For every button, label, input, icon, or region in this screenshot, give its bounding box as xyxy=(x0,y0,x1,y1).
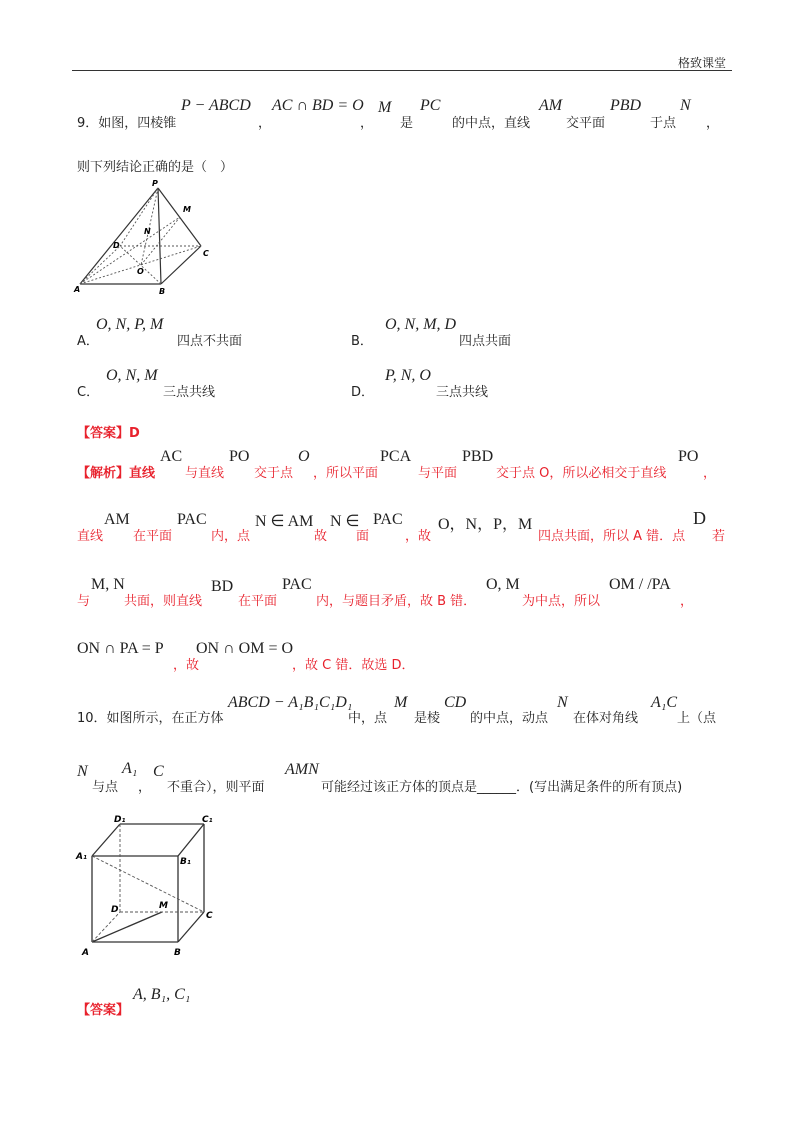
analysis-text: 为中点，所以 xyxy=(522,594,601,609)
analysis-text: 交于点 xyxy=(254,466,294,481)
q9-var-M: M xyxy=(378,99,392,116)
q10-var-N: N xyxy=(77,763,88,780)
q9-comma: ， xyxy=(258,116,272,131)
analysis-text: 交于点 O，所以必相交于直线 xyxy=(496,466,667,481)
analysis-text: 与直线 xyxy=(185,466,225,481)
analysis-text: ，故 C 错．故选 D． xyxy=(292,658,415,673)
analysis-math: PAC xyxy=(373,511,403,528)
q9-number: 9．如图，四棱锥 xyxy=(77,116,177,131)
q9-var-PBD: PBD xyxy=(610,97,642,114)
q9-option-B-letter: B． xyxy=(351,334,373,349)
q10-var-C: C xyxy=(153,763,164,780)
q10-answer-math: A, B₁, C₁ xyxy=(133,986,191,1003)
q9-option-A-text: 四点不共面 xyxy=(177,334,243,349)
analysis-math: BD xyxy=(211,578,234,595)
q10-text: 是棱 xyxy=(414,711,441,726)
q9-expr-intersection: AC ∩ BD = O xyxy=(272,97,364,114)
analysis-math: O xyxy=(298,448,310,465)
q9-fig-label-M: M xyxy=(183,205,191,214)
q10-fig-label-C1: C₁ xyxy=(202,815,213,825)
q10-var-A1: A₁ xyxy=(122,760,138,777)
q9-var-PC: PC xyxy=(420,97,441,114)
q10-fig-label-C: C xyxy=(206,911,213,921)
analysis-math: PO xyxy=(229,448,250,465)
q9-option-B-text: 四点共面 xyxy=(459,334,512,349)
analysis-text: ，故 xyxy=(173,658,200,673)
analysis-text: 四点共面，所以 A 错．点 xyxy=(538,529,686,544)
q10-var-AMN: AMN xyxy=(285,761,319,778)
analysis-math: D xyxy=(693,508,706,528)
q10-var-N: N xyxy=(557,694,568,711)
analysis-text: 直线 xyxy=(77,529,104,544)
q10-text: 中，点 xyxy=(348,711,388,726)
analysis-math: PO xyxy=(678,448,699,465)
analysis-text: 内，与题目矛盾，故 B 错． xyxy=(316,594,477,609)
analysis-math: O, M xyxy=(486,576,520,593)
analysis-text: 内，点 xyxy=(211,529,251,544)
header-rule xyxy=(72,70,732,71)
analysis-text: 面 xyxy=(356,529,370,544)
q9-fig-label-A: A xyxy=(74,285,81,294)
q10-var-M: M xyxy=(394,694,408,711)
q9-pyramid-figure xyxy=(70,178,220,296)
analysis-text: 【解析】直线 xyxy=(77,466,156,481)
q10-text: 上（点 xyxy=(677,711,717,726)
q9-text: 于点 xyxy=(650,116,677,131)
q9-option-A-letter: A． xyxy=(77,334,99,349)
q10-text: 可能经过该正方体的顶点是______．(写出满足条件的所有顶点) xyxy=(321,780,683,795)
analysis-text: ，故 xyxy=(405,529,432,544)
analysis-text: ，所以平面 xyxy=(313,466,379,481)
q10-text: 与点 xyxy=(92,780,119,795)
analysis-math: N ∈ xyxy=(330,513,360,530)
q10-fig-label-A: A xyxy=(82,948,89,958)
q9-fig-label-P: P xyxy=(152,179,158,188)
q9-option-D-text: 三点共线 xyxy=(436,385,489,400)
q9-option-D-letter: D． xyxy=(351,385,375,400)
q10-text: 的中点，动点 xyxy=(470,711,549,726)
q9-fig-label-N: N xyxy=(144,227,151,236)
q9-comma: ， xyxy=(360,116,374,131)
q9-fig-label-C: C xyxy=(203,249,209,258)
analysis-math: O，N，P，M xyxy=(438,516,533,533)
q10-text: 不重合），则平面 xyxy=(167,780,265,795)
analysis-text: 在平面 xyxy=(133,529,173,544)
analysis-math: AC xyxy=(160,448,183,465)
q10-fig-label-B: B xyxy=(174,948,181,958)
q10-number: 10．如图所示，在正方体 xyxy=(77,711,224,726)
q9-option-C-letter: C． xyxy=(77,385,100,400)
analysis-text: 与 xyxy=(77,594,91,609)
q10-fig-label-M: M xyxy=(159,901,168,911)
analysis-text: 共面，则直线 xyxy=(124,594,203,609)
q9-option-C-math: O, N, M xyxy=(106,367,158,384)
q9-option-A-math: O, N, P, M xyxy=(96,316,164,333)
analysis-math: ON ∩ OM = O xyxy=(196,640,294,657)
q9-fig-label-B: B xyxy=(159,287,166,296)
analysis-text: 在平面 xyxy=(238,594,278,609)
q10-var-CD: CD xyxy=(444,694,467,711)
q10-text: ， xyxy=(138,780,152,795)
q10-text: 在体对角线 xyxy=(573,711,639,726)
analysis-math: PAC xyxy=(282,576,312,593)
analysis-math: OM / /PA xyxy=(609,576,671,593)
analysis-math: PCA xyxy=(380,448,412,465)
q10-cube-expr: ABCD − A₁B₁C₁D₁ xyxy=(228,694,353,711)
q9-var-N: N xyxy=(680,97,691,114)
q9-option-B-math: O, N, M, D xyxy=(385,316,457,333)
q9-fig-label-O: O xyxy=(137,267,144,276)
q9-answer: 【答案】D xyxy=(77,426,140,441)
q9-option-C-text: 三点共线 xyxy=(163,385,216,400)
q9-option-D-math: P, N, O xyxy=(385,367,431,384)
q10-var-A1C: A₁C xyxy=(651,694,678,711)
q9-text: 交平面 xyxy=(566,116,606,131)
analysis-math: N ∈ AM xyxy=(255,513,314,530)
analysis-text: ， xyxy=(703,466,717,481)
analysis-math: M, N xyxy=(91,576,125,593)
q9-var-AM: AM xyxy=(539,97,563,114)
q10-fig-label-D: D xyxy=(111,905,119,915)
analysis-math: PAC xyxy=(177,511,207,528)
q9-fig-label-D: D xyxy=(113,241,120,250)
analysis-text: 与平面 xyxy=(418,466,458,481)
analysis-math: ON ∩ PA = P xyxy=(77,640,164,657)
analysis-text: 故 xyxy=(314,529,328,544)
analysis-math: AM xyxy=(104,511,130,528)
q10-fig-label-A1: A₁ xyxy=(76,852,87,862)
q9-text: 的中点，直线 xyxy=(452,116,531,131)
q9-expr-pyramid: P − ABCD xyxy=(181,97,251,114)
q10-fig-label-D1: D₁ xyxy=(114,815,126,825)
analysis-math: PBD xyxy=(462,448,494,465)
q9-comma: ， xyxy=(706,116,720,131)
analysis-text: ， xyxy=(680,594,694,609)
analysis-text: 若 xyxy=(712,529,726,544)
header-brand: 格致课堂 xyxy=(678,56,727,70)
q10-answer-label: 【答案】 xyxy=(77,1003,130,1018)
q9-text: 是 xyxy=(400,116,414,131)
q10-fig-label-B1: B₁ xyxy=(180,857,191,867)
q9-line2: 则下列结论正确的是（ ） xyxy=(77,160,234,175)
q10-cube-figure xyxy=(74,812,224,962)
